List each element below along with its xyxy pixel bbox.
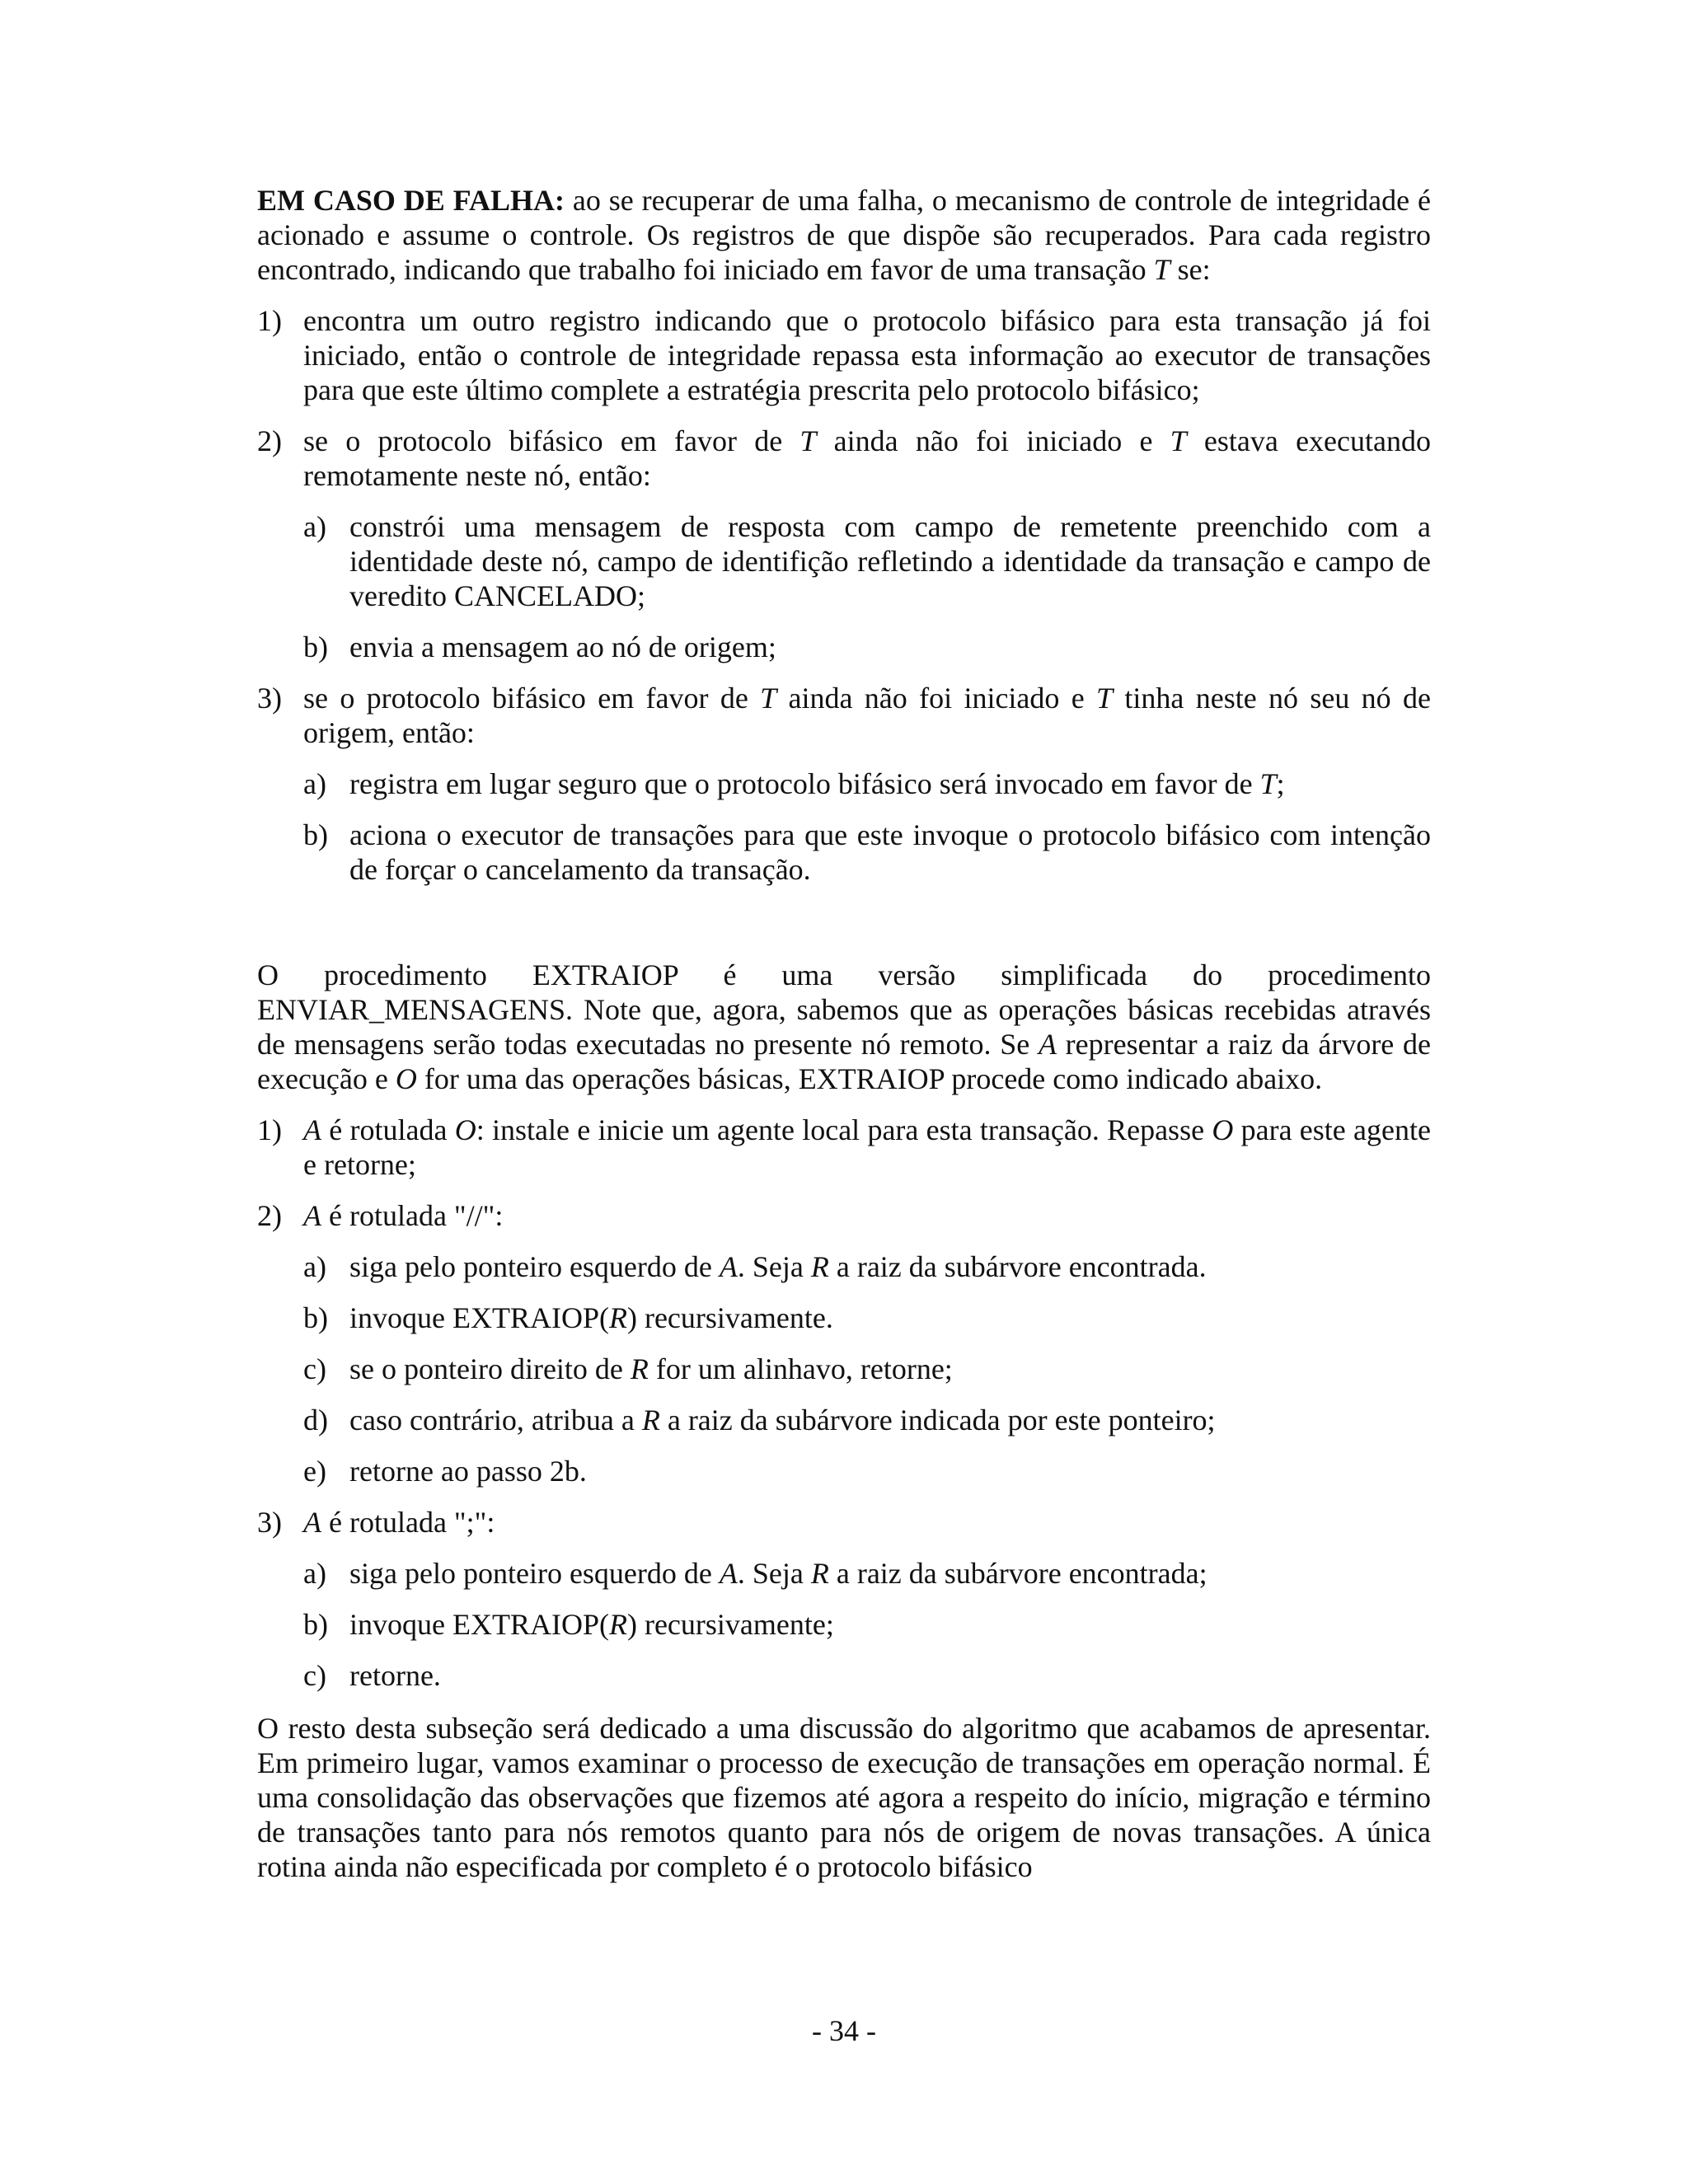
failure-paragraph: EM CASO DE FALHA: ao se recuperar de uma falha, o mecanismo de controle de integridade é acionado e assume o controle. Os registros de que dispõe são recuperados. Para cada registro encontrado, indicando que trabalho foi iniciado em favor de uma transação T se: xyxy=(257,184,1431,286)
section-spacer xyxy=(257,887,1431,958)
paragraph-spacer xyxy=(257,1693,1431,1711)
extraiop-item-1: 1) A é rotulada O: instale e inicie um agente local para esta transação. Repasse O para este agente e retorne; xyxy=(257,1113,1431,1181)
page-content xyxy=(257,183,1431,1884)
extraiop-item-3b: b) invoque EXTRAIOP(R) recursivamente; xyxy=(303,1608,834,1641)
extraiop-item-2a: a) siga pelo ponteiro esquerdo de A. Seja R a raiz da subárvore encontrada. xyxy=(303,1250,1207,1283)
extraiop-item-2e: e) retorne ao passo 2b. xyxy=(303,1455,587,1488)
extraiop-item-2b: b) invoque EXTRAIOP(R) recursivamente. xyxy=(303,1301,833,1334)
failure-item-3a: a) registra em lugar seguro que o protocolo bifásico será invocado em favor de T; xyxy=(303,767,1285,800)
discussion-paragraph: O resto desta subseção será dedicado a uma discussão do algoritmo que acabamos de apresentar. Em primeiro lugar, vamos examinar o processo de execução de transações em operação normal. É uma consolidação das observações que fizemos até agora a respeito do início, migração e término de transações tanto para nós remotos quanto para nós de origem de novas transações. A única rotina ainda não especificada por completo é o protocolo bifásico xyxy=(257,1712,1431,1883)
extraiop-item-2c: c) se o ponteiro direito de R for um alinhavo, retorne; xyxy=(303,1352,953,1385)
page-number: - 34 - xyxy=(812,2014,876,2047)
failure-item-2b: b) envia a mensagem ao nó de origem; xyxy=(303,630,776,663)
failure-item-2: 2) se o protocolo bifásico em favor de T ainda não foi iniciado e T estava executando remotamente neste nó, então: xyxy=(257,424,1431,492)
extraiop-item-3a: a) siga pelo ponteiro esquerdo de A. Seja R a raiz da subárvore encontrada; xyxy=(303,1557,1207,1590)
failure-item-1: 1) encontra um outro registro indicando que o protocolo bifásico para esta transação já foi iniciado, então o controle de integridade repassa esta informação ao executor de transações para que este último complete a estratégia prescrita pelo protocolo bifásico; xyxy=(257,304,1431,406)
failure-item-3b: b) aciona o executor de transações para que este invoque o protocolo bifásico com intenção de forçar o cancelamento da transação. xyxy=(303,818,1431,886)
failure-heading: EM CASO DE FALHA: xyxy=(257,184,565,217)
extraiop-item-2d: d) caso contrário, atribua a R a raiz da subárvore indicada por este ponteiro; xyxy=(303,1404,1216,1436)
extraiop-item-2: 2) A é rotulada "//": xyxy=(257,1199,504,1232)
failure-item-3: 3) se o protocolo bifásico em favor de T ainda não foi iniciado e T tinha neste nó seu nó de origem, então: xyxy=(257,682,1431,749)
failure-item-2a: a) constrói uma mensagem de resposta com campo de remetente preenchido com a identidade deste nó, campo de identifição refletindo a identidade da transação e campo de veredito CANCELADO; xyxy=(303,510,1431,612)
extraiop-item-3: 3) A é rotulada ";": xyxy=(257,1506,495,1539)
extraiop-item-3c: c) retorne. xyxy=(303,1659,441,1692)
extraiop-paragraph: O procedimento EXTRAIOP é uma versão simplificada do procedimento ENVIAR_MENSAGENS. Note que, agora, sabemos que as operações básicas recebidas através de mensagens serão todas executadas no presente nó remoto. Se A representar a raiz da árvore de execução e O for uma das operações básicas, EXTRAIOP procede como indicado abaixo. xyxy=(257,958,1431,1095)
